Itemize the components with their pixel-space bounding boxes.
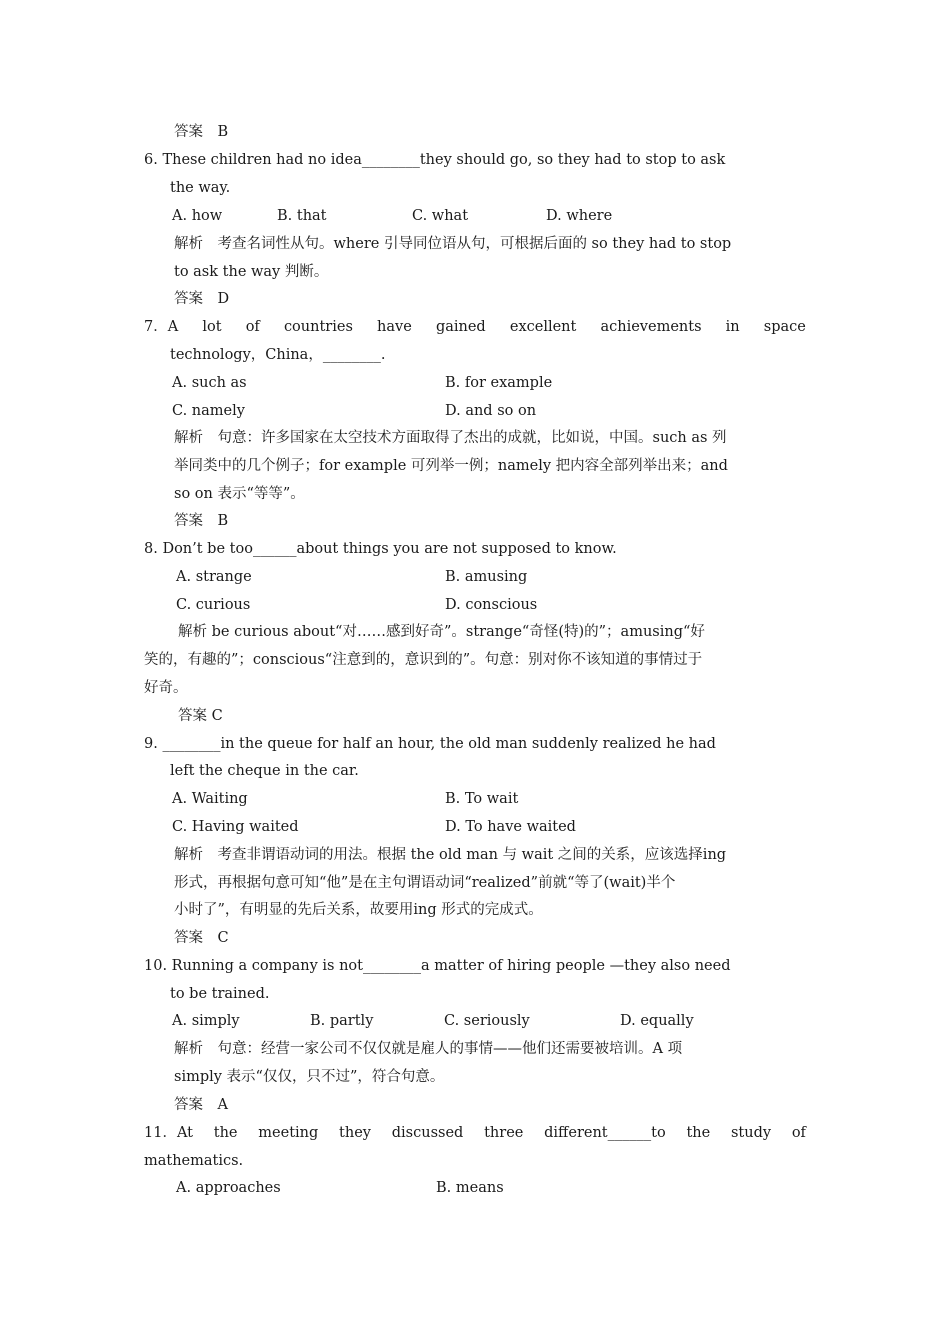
q9-analysis-line1: 解析 考查非谓语动词的用法。根据 the old man 与 wait 之间的关系，应该选择ing xyxy=(174,847,727,863)
q11-word: study xyxy=(730,1125,772,1141)
q7-word: 7．A xyxy=(144,319,179,335)
q10-stem-line1: 10. Running a company is not________a matter of hiring people —they also need xyxy=(144,958,731,974)
q10-answer: 答案 A xyxy=(174,1097,228,1113)
q9-stem-line2: left the cheque in the car. xyxy=(170,763,359,779)
q11-option-b: B. means xyxy=(436,1180,504,1196)
q7-word: achievements xyxy=(600,319,702,335)
q7-word: countries xyxy=(283,319,353,335)
q7-analysis-line1: 解析 句意：许多国家在太空技术方面取得了杰出的成就，比如说，中国。such as 列 xyxy=(174,430,727,446)
q7-word: lot xyxy=(202,319,222,335)
q10-analysis-line2: simply 表示“仅仅，只不过”，符合句意。 xyxy=(174,1069,445,1085)
q7-analysis-line3: so on 表示“等等”。 xyxy=(174,486,305,502)
q7-option-c: C. namely xyxy=(172,403,245,419)
q6-option-a: A. how xyxy=(172,208,223,224)
q6-option-b: B. that xyxy=(277,208,327,224)
q7-word: gained xyxy=(435,319,486,335)
q8-option-a: A. strange xyxy=(176,569,252,585)
q7-word: of xyxy=(245,319,260,335)
q9-option-c: C. Having waited xyxy=(172,819,299,835)
q11-stem-line2: mathematics. xyxy=(144,1153,244,1169)
q8-analysis-line1: 解析 be curious about“对……感到好奇”。strange“奇怪(特)的”；amusing“好 xyxy=(178,624,705,640)
q10-stem-line2: to be trained. xyxy=(170,986,270,1002)
q6-analysis-line2: to ask the way 判断。 xyxy=(174,264,329,280)
q11-word: different______to xyxy=(544,1125,666,1141)
q6-stem-line2: the way. xyxy=(170,180,231,196)
q9-option-b: B. To wait xyxy=(445,791,519,807)
q9-answer: 答案 C xyxy=(174,930,229,946)
q10-analysis-line1: 解析 句意：经营一家公司不仅仅就是雇人的事情——他们还需要被培训。A 项 xyxy=(174,1041,683,1057)
q9-stem-line1: 9. ________in the queue for half an hour, the old man suddenly realized he had xyxy=(144,736,716,752)
q8-analysis-line2: 笑的，有趣的”；conscious“注意到的，意识到的”。句意：别对你不该知道的事情过于 xyxy=(144,652,703,668)
q8-answer: 答案 C xyxy=(178,708,223,724)
q7-stem-line2: technology，China，________. xyxy=(170,347,386,363)
q10-options xyxy=(172,1011,694,1031)
q9-analysis-line2: 形式，再根据句意可知“他”是在主句谓语动词“realized”前就“等了(wait)半个 xyxy=(174,875,676,891)
q7-answer: 答案 B xyxy=(174,513,229,529)
q11-word: 11．At xyxy=(144,1125,193,1141)
q11-word: three xyxy=(484,1125,524,1141)
q11-word: they xyxy=(339,1125,371,1141)
q8-stem: 8. Don’t be too______about things you are not supposed to know. xyxy=(144,541,617,557)
q7-word: in xyxy=(725,319,740,335)
q9-option-a: A. Waiting xyxy=(172,791,248,807)
q7-option-d: D. and so on xyxy=(445,403,537,419)
q7-word: excellent xyxy=(509,319,577,335)
q7-analysis-line2: 举同类中的几个例子；for example 可列举一例；namely 把内容全部列举出来；and xyxy=(174,458,728,474)
q8-option-c: C. curious xyxy=(176,597,251,613)
q10-option-b: B. partly xyxy=(310,1013,374,1029)
q8-option-b: B. amusing xyxy=(445,569,528,585)
q6-option-c: C. what xyxy=(412,208,469,224)
q7-word: have xyxy=(377,319,412,335)
q7-word: space xyxy=(763,319,806,335)
q11-word: of xyxy=(791,1125,806,1141)
q8-option-d: D. conscious xyxy=(445,597,538,613)
q6-options xyxy=(172,206,613,226)
q6-stem-line1: 6. These children had no idea________they should go, so they had to stop to ask xyxy=(144,152,726,168)
q11-stem-line1 xyxy=(144,1123,806,1143)
q7-option-a: A. such as xyxy=(172,375,247,391)
q10-option-d: D. equally xyxy=(620,1013,694,1029)
q9-analysis-line3: 小时了”，有明显的先后关系，故要用ing 形式的完成式。 xyxy=(174,902,543,918)
q7-option-b: B. for example xyxy=(445,375,553,391)
q6-answer: 答案 D xyxy=(174,291,230,307)
q11-option-a: A. approaches xyxy=(176,1180,281,1196)
q8-analysis-line3: 好奇。 xyxy=(144,680,188,696)
q10-option-c: C. seriously xyxy=(444,1013,530,1029)
q6-analysis-line1: 解析 考查名词性从句。where 引导同位语从句，可根据后面的 so they had to stop xyxy=(174,236,732,252)
q7-stem-line1 xyxy=(144,317,806,337)
q11-word: meeting xyxy=(258,1125,319,1141)
q9-option-d: D. To have waited xyxy=(445,819,576,835)
q5-answer: 答案 B xyxy=(174,124,229,140)
q11-word: the xyxy=(686,1125,711,1141)
q6-option-d: D. where xyxy=(546,208,613,224)
q11-word: discussed xyxy=(391,1125,464,1141)
q11-word: the xyxy=(213,1125,238,1141)
q10-option-a: A. simply xyxy=(172,1013,240,1029)
